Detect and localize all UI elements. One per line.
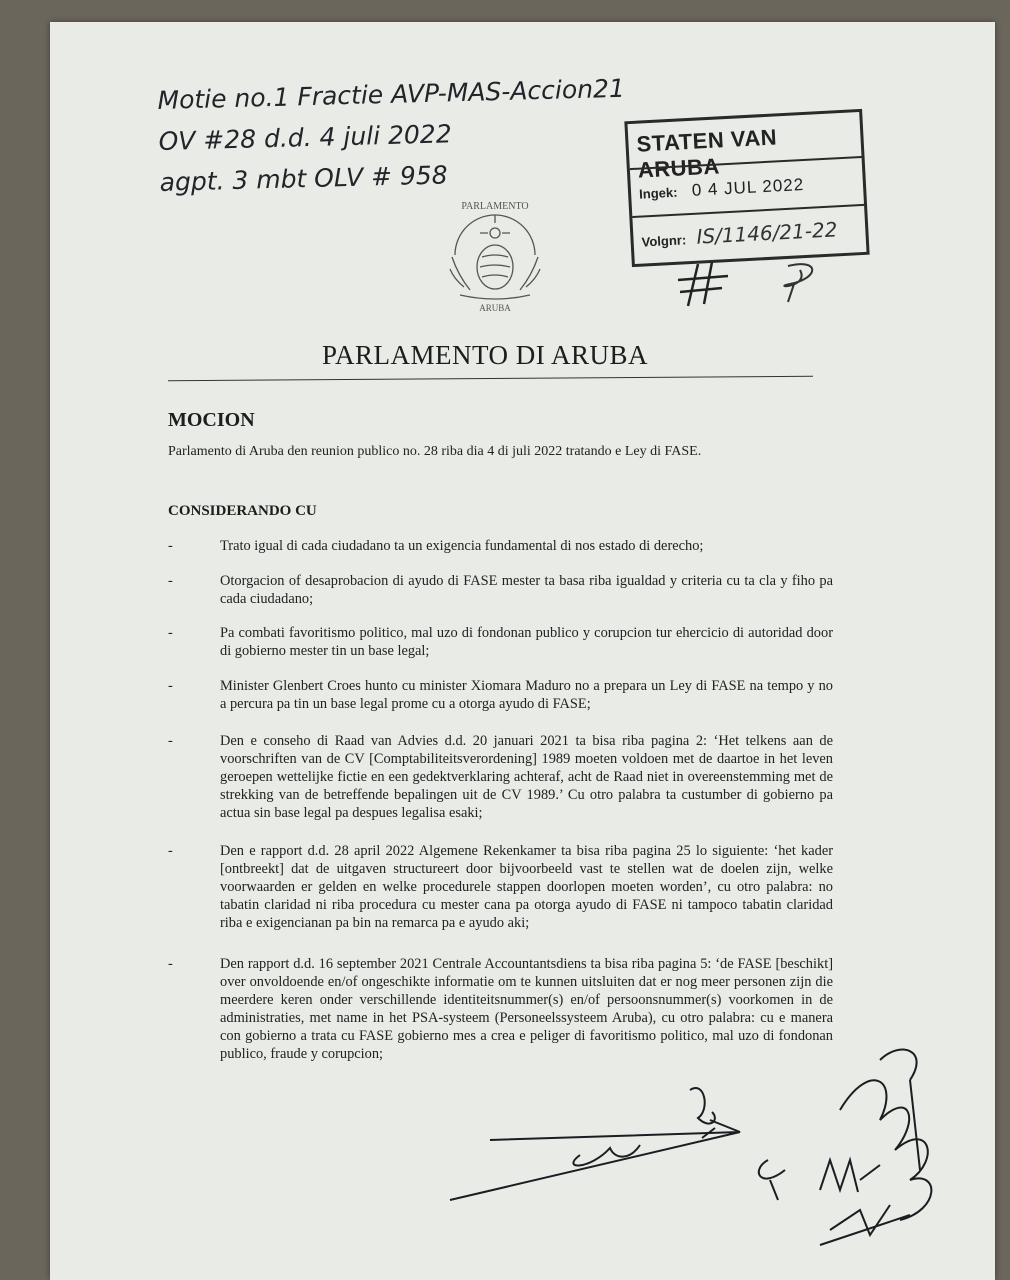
stamp-volgnr-row xyxy=(641,217,838,251)
considerations-heading: CONSIDERANDO CU xyxy=(168,503,317,519)
list-item-text: Minister Glenbert Croes hunto cu minister Xiomara Maduro no a prepara un Ley di FASE na tempo y no a percura pa tin un base legal prome cu a otorga ayudo di FASE; xyxy=(220,678,833,712)
list-item-text: Otorgacion of desaprobacion di ayudo di FASE mester ta basa riba igualdad y criteria cu ta cla y fiho pa cada ciudadano; xyxy=(220,573,833,607)
list-dash: - xyxy=(168,625,173,641)
list-item xyxy=(168,572,833,608)
parlamento-seal-icon xyxy=(440,195,550,315)
list-dash: - xyxy=(168,538,173,554)
initials-signature-icon xyxy=(670,258,830,308)
stamp-ingek-label: Ingek: xyxy=(638,184,678,202)
list-item-text: Den e rapport d.d. 28 april 2022 Algemene Rekenkamer ta bisa riba pagina 25 lo siguiente: ‘het kader [ontbreekt] dat de uitgaven structureert door bijvoorbeeld vast te stellen wat de doelen zijn, welke voorwaarden er gelden en welke procedurele stappen doorlopen moeten worden’, cu otro palabra: no tabatin claridad ni riba procedura cu mester cana pa otorga ayudo di FASE ni tampoco tabatin claridad riba e exigencianan pa bin na remarca pa e ayudo aki; xyxy=(220,843,833,931)
handwritten-line-2: OV #28 d.d. 4 juli 2022 xyxy=(158,119,453,156)
list-item-text: Trato igual di cada ciudadano ta un exigencia fundamental di nos estado di derecho; xyxy=(220,538,704,554)
handwritten-line-3: agpt. 3 mbt OLV # 958 xyxy=(159,160,448,197)
list-item xyxy=(168,624,833,660)
handwritten-header xyxy=(157,68,627,203)
list-item xyxy=(168,842,833,932)
received-stamp xyxy=(624,109,869,267)
list-dash: - xyxy=(168,843,173,859)
intro-text: Parlamento di Aruba den reunion publico no. 28 riba dia 4 di juli 2022 tratando e Ley di FASE. xyxy=(168,444,702,459)
stamp-title: STATEN VAN ARUBA xyxy=(635,124,778,183)
signatures-icon xyxy=(440,1020,1000,1260)
list-item-text: Den rapport d.d. 16 september 2021 Centrale Accountantsdiens ta bisa riba pagina 5: ‘de FASE [beschikt] over onvoldoende en/of ongeschikte informatie om te kunnen uitsluiten dat er nog meer personen zijn die meerdere keren onder verschillende identiteitsnummer(s) en/of persoonsnummer(s) voorkomen in de administraties, met name in het PSA-systeem (Personeelssysteem Aruba), cu otro palabra: cu e manera con gobierno a trata cu FASE gobierno mes a crea e peliger di favoritismo politico, mal uzo di fondonan publico, fraude y corupcion; xyxy=(220,956,833,1062)
seal-text-bottom: ARUBA xyxy=(479,303,511,313)
list-item xyxy=(168,732,833,822)
list-dash: - xyxy=(168,678,173,694)
stamp-divider xyxy=(632,204,864,218)
handwritten-line-1: Motie no.1 Fractie AVP-MAS-Accion21 xyxy=(157,73,626,115)
seal-text-top: PARLAMENTO xyxy=(461,201,529,212)
stamp-volgnr-label: Volgnr: xyxy=(641,232,687,250)
stamp-ingek-date: 0 4 JUL 2022 xyxy=(691,175,805,200)
list-item xyxy=(168,537,833,555)
list-item xyxy=(168,677,833,713)
list-dash: - xyxy=(168,956,173,972)
motion-label: MOCION xyxy=(168,409,255,431)
list-item-text: Den e conseho di Raad van Advies d.d. 20 januari 2021 ta bisa riba pagina 2: ‘Het telkens aan de voorschriften van de CV [Comptabiliteitsverordening] 1989 moeten voldoen met de daartoe in het leven geroepen wettelijke fictie en een gedektverklaring achteraf, acht de Raad niet in overeenstemming met de strekking van de betreffende bepalingen uit de CV 1989.’ Cu otro palabra ta custumber di gobierno pa actua sin base legal pa despues legalisa esaki; xyxy=(220,733,833,821)
page-title: PARLAMENTO DI ARUBA xyxy=(322,340,649,370)
list-dash: - xyxy=(168,733,173,749)
list-dash: - xyxy=(168,573,173,589)
list-item-text: Pa combati favoritismo politico, mal uzo di fondonan publico y corupcion tur ehercicio di autoridad door di gobierno mester tin un base legal; xyxy=(220,625,833,659)
stamp-volgnr-value: IS/1146/21-22 xyxy=(695,217,838,249)
